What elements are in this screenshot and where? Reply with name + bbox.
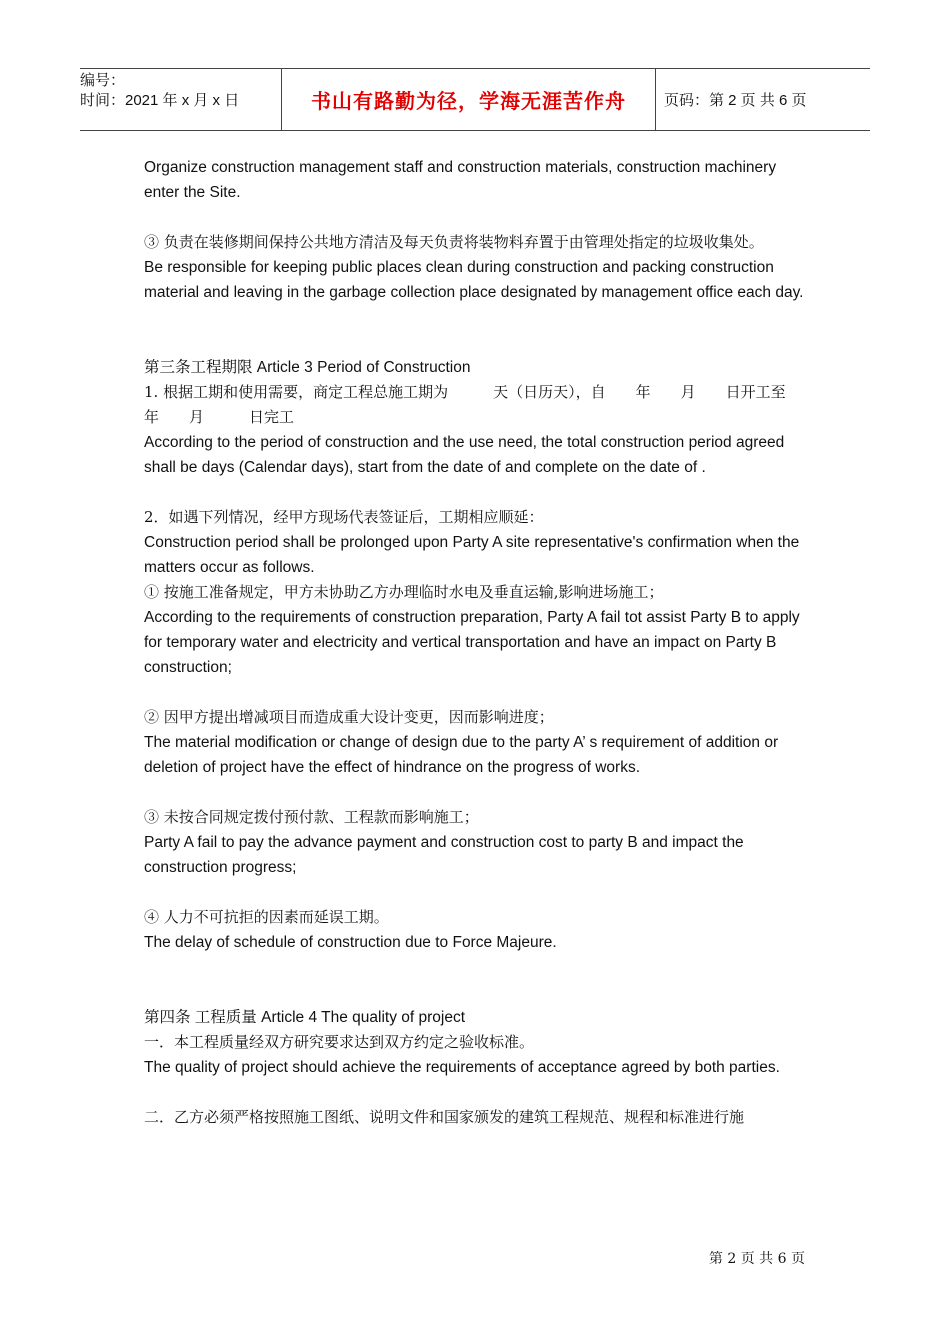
paragraph: Organize construction management staff and construction materials, construction machinery enter the Site. [144, 159, 777, 201]
article-4-title: 第四条 工程质量 Article 4 The quality of project [144, 1009, 466, 1026]
page-header [80, 68, 870, 131]
list-item-1-cn: ① 按施工准备规定，甲方未协助乙方办理临时水电及垂直运输,影响进场施工； [144, 583, 664, 601]
list-item-3-en: Party A fail to pay the advance payment and construction cost to party B and impact the construction progress; [144, 834, 744, 876]
article-3-clause-1-en: According to the period of construction and the use need, the total construction period agreed shall be days (Calendar days), start from the date of and complete on the date of . [144, 434, 785, 476]
article-3-clause-2-en: Construction period shall be prolonged upon Party A site representative's confirmation when the matters occur as follows. [144, 534, 800, 576]
article-3-clause-2-cn: 2．如遇下列情况，经甲方现场代表签证后，工期相应顺延： [144, 508, 544, 526]
list-item-2-cn: ② 因甲方提出增减项目而造成重大设计变更，因而影响进度； [144, 708, 554, 726]
paragraph-cn: ③ 负责在装修期间保持公共地方清洁及每天负责将装物料弃置于由管理处指定的垃圾收集处。 [144, 233, 764, 251]
article-4-clause-1-cn: 一．本工程质量经双方研究要求达到双方约定之验收标准。 [144, 1033, 535, 1051]
list-item-3-cn: ③ 未按合同规定拨付预付款、工程款而影响施工； [144, 808, 479, 826]
list-item-4-cn: ④ 人力不可抗拒的因素而延误工期。 [144, 908, 389, 926]
document-body [144, 155, 814, 1130]
article-3-title: 第三条工程期限 Article 3 Period of Construction [144, 359, 471, 376]
article-3-clause-1-cn: 1. 根据工期和使用需要，商定工程总施工期为 天（日历天），自 年 月 日开工至 年 月 日完工 [144, 383, 816, 426]
header-page-number: 页码：第 2 页 共 6 页 [664, 92, 807, 109]
header-motto: 书山有路勤为径，学海无涯苦作舟 [281, 69, 656, 130]
header-meta [80, 69, 280, 132]
list-item-2-en: The material modification or change of design due to the party A’ s requirement of addition or deletion of project have the effect of hindrance on the progress of works. [144, 734, 779, 776]
document-date: 时间：2021 年 x 月 x 日 [80, 92, 240, 109]
document-number: 编号： [80, 72, 126, 89]
page-footer: 第 2 页 共 6 页 [708, 1251, 805, 1267]
article-4-clause-2-cn: 二．乙方必须严格按照施工图纸、说明文件和国家颁发的建筑工程规范、规程和标准进行施 [144, 1108, 745, 1126]
list-item-4-en: The delay of schedule of construction due to Force Majeure. [144, 934, 557, 951]
paragraph-en: Be responsible for keeping public places clean during construction and packing construction material and leaving in the garbage collection place designated by management office each day. [144, 259, 804, 301]
list-item-1-en: According to the requirements of construction preparation, Party A fail tot assist Party B to apply for temporary water and electricity and vertical transportation and have an impact on Party B construction; [144, 609, 800, 676]
article-4-clause-1-en: The quality of project should achieve the requirements of acceptance agreed by both parties. [144, 1059, 780, 1076]
